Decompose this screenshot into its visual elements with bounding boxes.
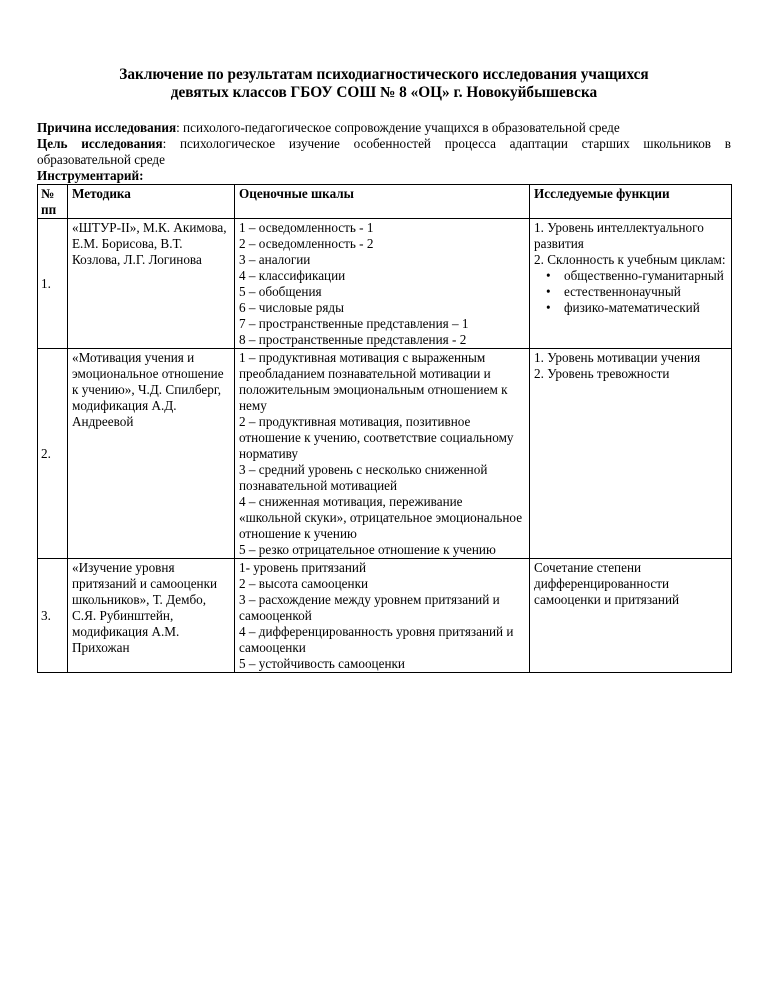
scale-item: 3 – расхождение между уровнем притязаний и самооценкой	[239, 592, 500, 623]
table-header-row	[38, 185, 732, 219]
document-title	[37, 66, 731, 102]
row-number: 1.	[38, 219, 68, 349]
method-cell: «ШТУР-II», М.К. Акимова, Е.М. Борисова, В.Т. Козлова, Л.Г. Логинова	[68, 219, 235, 349]
goal-paragraph	[37, 136, 731, 168]
row-number: 3.	[38, 559, 68, 673]
goal-label: Цель исследования	[37, 136, 163, 151]
header-num: № пп	[38, 185, 68, 219]
function-bullet-list	[534, 268, 727, 316]
function-bullet: • естественнонаучный	[534, 284, 727, 300]
scale-item: 1 – продуктивная мотивация с выраженным преобладанием познавательной мотивации и положительным эмоциональным отношением к нему	[239, 350, 508, 413]
table-row	[38, 219, 732, 349]
function-item: 2. Уровень тревожности	[534, 366, 670, 381]
table-body	[38, 219, 732, 673]
tools-label: Инструментарий:	[37, 168, 144, 183]
reason-label: Причина исследования	[37, 120, 177, 135]
functions-cell	[530, 559, 732, 673]
method-cell: «Изучение уровня притязаний и самооценки школьников», Т. Дембо, С.Я. Рубинштейн, модификация А.М. Прихожан	[68, 559, 235, 673]
header-method: Методика	[68, 185, 235, 219]
title-line-2: девятых классов ГБОУ СОШ № 8 «ОЦ» г. Новокуйбышевска	[170, 84, 598, 101]
table-row	[38, 559, 732, 673]
functions-cell	[530, 219, 732, 349]
functions-cell	[530, 349, 732, 559]
scales-cell	[235, 219, 530, 349]
scale-item: 4 – классификации	[239, 268, 346, 283]
header-scales: Оценочные шкалы	[235, 185, 530, 219]
function-item: 2. Склонность к учебным циклам:	[534, 252, 726, 267]
goal-text: : психологическое изучение особенностей процесса адаптации старших школьников в образовательной среде	[37, 136, 731, 167]
reason-paragraph	[37, 120, 731, 136]
function-bullet: • общественно-гуманитарный	[534, 268, 727, 284]
scale-item: 5 – резко отрицательное отношение к учению	[239, 542, 496, 557]
scale-item: 1- уровень притязаний	[239, 560, 367, 575]
row-number: 2.	[38, 349, 68, 559]
study-meta	[37, 120, 731, 184]
title-line-1: Заключение по результатам психодиагностического исследования учащихся	[119, 66, 649, 83]
function-item: 1. Уровень интеллектуального развития	[534, 220, 704, 251]
methods-table	[37, 184, 732, 673]
function-item: 1. Уровень мотивации учения	[534, 350, 701, 365]
scale-item: 5 – обобщения	[239, 284, 322, 299]
header-functions: Исследуемые функции	[530, 185, 732, 219]
scale-item: 7 – пространственные представления – 1	[239, 316, 469, 331]
scale-item: 2 – осведомленность - 2	[239, 236, 374, 251]
scale-item: 5 – устойчивость самооценки	[239, 656, 405, 671]
document-page	[37, 66, 731, 673]
scales-cell	[235, 349, 530, 559]
table-row	[38, 349, 732, 559]
scales-cell	[235, 559, 530, 673]
method-cell: «Мотивация учения и эмоциональное отношение к учению», Ч.Д. Спилберг, модификация А.Д. Андреевой	[68, 349, 235, 559]
function-bullet: • физико-математический	[534, 300, 727, 316]
scale-item: 8 – пространственные представления - 2	[239, 332, 467, 347]
function-item: Сочетание степени дифференцированности самооценки и притязаний	[534, 560, 680, 607]
scale-item: 2 – высота самооценки	[239, 576, 369, 591]
scale-item: 3 – аналогии	[239, 252, 311, 267]
reason-text: : психолого-педагогическое сопровождение учащихся в образовательной среде	[176, 120, 620, 135]
scale-item: 1 – осведомленность - 1	[239, 220, 374, 235]
scale-item: 4 – сниженная мотивация, переживание «школьной скуки», отрицательное эмоциональное отношение к учению	[239, 494, 523, 541]
scale-item: 4 – дифференцированность уровня притязаний и самооценки	[239, 624, 514, 655]
scale-item: 6 – числовые ряды	[239, 300, 344, 315]
scale-item: 2 – продуктивная мотивация, позитивное отношение к учению, соответствие социальному нормативу	[239, 414, 514, 461]
scale-item: 3 – средний уровень с несколько сниженной познавательной мотивацией	[239, 462, 488, 493]
